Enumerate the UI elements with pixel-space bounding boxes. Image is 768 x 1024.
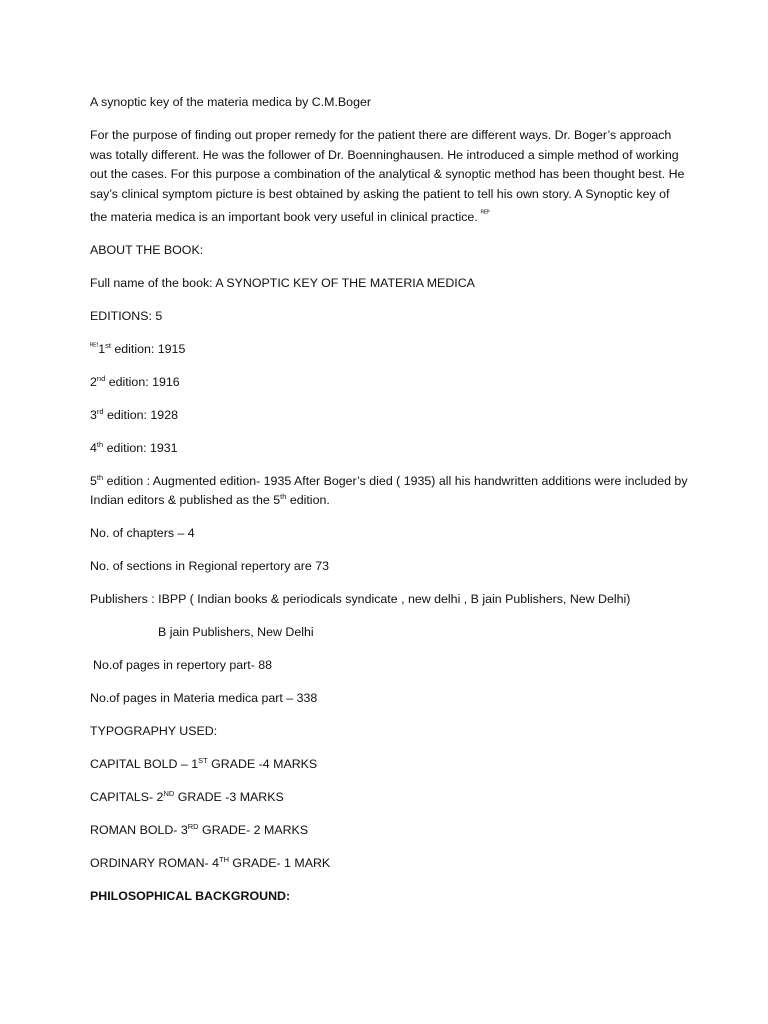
reference-mark: ᴿᴱᴾ	[480, 210, 490, 217]
edition-number: 1	[98, 341, 106, 356]
edition-suffix: th	[280, 492, 287, 501]
edition-line-3	[90, 406, 690, 426]
edition-text: edition: 1931	[103, 440, 178, 455]
typography-text: CAPITALS- 2	[90, 789, 164, 804]
typography-heading-text: TYPOGRAPHY USED:	[90, 723, 218, 738]
typography-heading	[90, 722, 690, 742]
edition-suffix: th	[96, 439, 104, 449]
about-heading-text: ABOUT THE BOOK:	[90, 242, 204, 257]
publishers-line	[90, 590, 690, 610]
publishers-line-2	[90, 623, 690, 643]
edition-suffix: nd	[96, 373, 106, 383]
full-name-line	[90, 274, 690, 294]
edition-text: edition: 1916	[105, 374, 180, 389]
pages-repertory-line	[90, 656, 690, 676]
document-body	[90, 93, 690, 920]
edition-line-2	[90, 373, 690, 393]
pages-materia-line	[90, 689, 690, 709]
edition-line-4	[90, 439, 690, 459]
document-title	[90, 93, 690, 113]
intro-text: For the purpose of finding out proper remedy for the patient there are different ways. Dr. Boger’s approach was totally different. He was the follower of Dr. Boenninghausen. He introduced a simple method of working out the cases. For this purpose a combination of the analytical & synoptic method has been thought best. He say’s clinical symptom picture is best obtained by asking the patient to tell his own story. A Synoptic key of the materia medica is an important book very useful in clinical practice.	[90, 128, 685, 224]
edition-suffix: st	[105, 340, 111, 350]
typography-tail: GRADE- 2 MARKS	[198, 822, 309, 837]
typography-text: CAPITAL BOLD – 1	[90, 756, 199, 771]
edition-suffix: th	[96, 472, 104, 482]
about-heading	[90, 241, 690, 261]
typography-text: ROMAN BOLD- 3	[90, 822, 188, 837]
intro-paragraph	[90, 126, 690, 228]
grade-suffix: TH	[218, 854, 229, 864]
grade-suffix: RD	[187, 821, 199, 831]
chapters-line	[90, 524, 690, 544]
edition-text: edition: 1928	[103, 407, 178, 422]
typography-tail: GRADE -3 MARKS	[174, 789, 284, 804]
typography-line-1	[90, 755, 690, 775]
pages-materia-text: No.of pages in Materia medica part – 338	[90, 690, 318, 705]
title-text: A synoptic key of the materia medica by C.M.Boger	[90, 95, 371, 109]
publishers-2-text: B jain Publishers, New Delhi	[158, 624, 314, 639]
typography-tail: GRADE -4 MARKS	[207, 756, 318, 771]
edition-number: 5	[90, 473, 97, 488]
publishers-text: Publishers : IBPP ( Indian books & periodicals syndicate , new delhi , B jain Publishers, New Delhi)	[90, 591, 631, 606]
pages-repertory-text: No.of pages in repertory part- 88	[93, 657, 273, 672]
sections-line	[90, 557, 690, 577]
typography-line-2	[90, 788, 690, 808]
sections-text: No. of sections in Regional repertory are 73	[90, 558, 329, 573]
edition-number: 3	[90, 407, 97, 422]
editions-count-line	[90, 307, 690, 327]
typography-line-3	[90, 821, 690, 841]
edition-line-5	[90, 472, 690, 511]
reference-mark: ᴿᴱᶠ	[90, 340, 99, 350]
philosophical-heading-text: PHILOSOPHICAL BACKGROUND:	[90, 888, 291, 903]
grade-suffix: ND	[163, 788, 175, 798]
typography-text: ORDINARY ROMAN- 4	[90, 855, 219, 870]
typography-tail: GRADE- 1 MARK	[228, 855, 331, 870]
typography-line-4	[90, 854, 690, 874]
philosophical-heading	[90, 887, 690, 907]
chapters-text: No. of chapters – 4	[90, 525, 195, 540]
grade-suffix: ST	[198, 755, 208, 765]
edition-text: edition : Augmented edition- 1935 After Boger’s died ( 1935) all his handwritten additions were included by Indian editors & published as the 5	[90, 473, 688, 507]
edition-text: edition: 1915	[110, 341, 186, 356]
edition-number: 4	[90, 440, 97, 455]
edition-line-1	[90, 340, 690, 360]
edition-tail: edition.	[286, 493, 330, 507]
edition-suffix: rd	[96, 406, 104, 416]
editions-count-text: EDITIONS: 5	[90, 308, 163, 323]
full-name-text: Full name of the book: A SYNOPTIC KEY OF THE MATERIA MEDICA	[90, 275, 475, 290]
edition-number: 2	[90, 374, 97, 389]
